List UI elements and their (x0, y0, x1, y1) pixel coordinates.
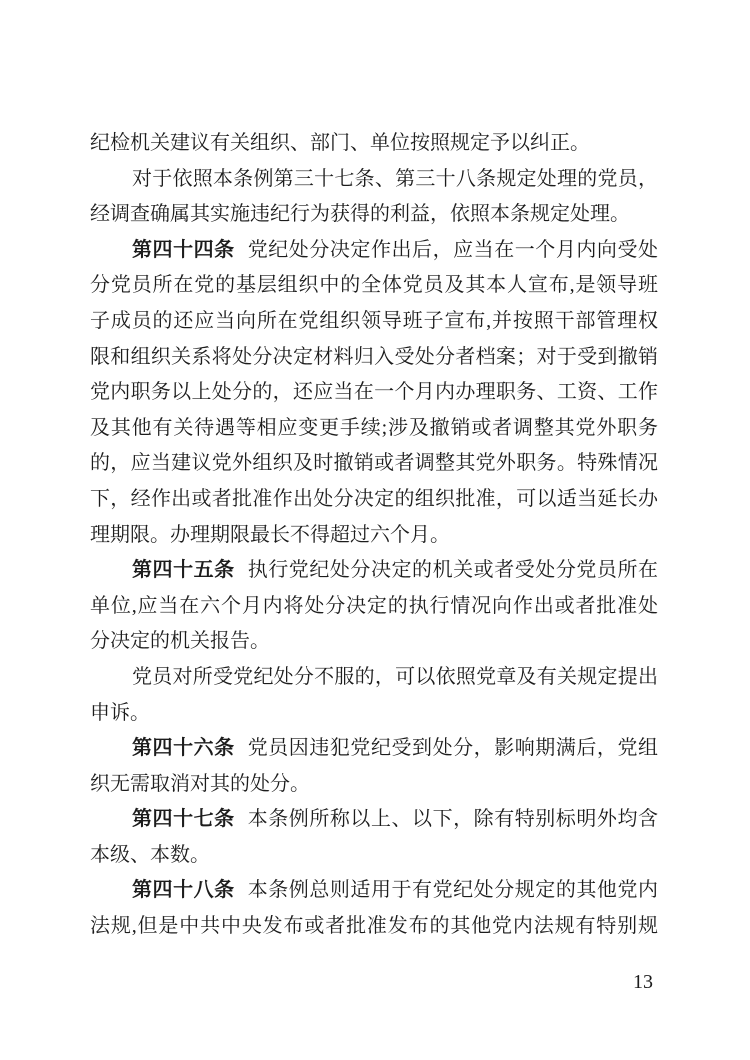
text-line (90, 660, 658, 696)
line-text: 分党员所在党的基层组织中的全体党员及其本人宣布,是领导班 (90, 274, 658, 297)
line-text: 党内职务以上处分的，还应当在一个月内办理职务、工资、工作 (90, 381, 658, 404)
text-line (90, 197, 658, 233)
text-line (90, 518, 658, 554)
line-text: 及其他有关待遇等相应变更手续;涉及撤销或者调整其党外职务 (90, 416, 658, 439)
line-text: 下，经作出或者批准作出处分决定的组织批准，可以适当延长办 (90, 487, 658, 510)
text-line (90, 731, 658, 767)
line-text: 党员对所受党纪处分不服的，可以依照党章及有关规定提出 (132, 665, 658, 688)
line-text: 申诉。 (90, 701, 150, 724)
text-line (90, 233, 658, 269)
line-text: 的，应当建议党外组织及时撤销或者调整其党外职务。特殊情况 (90, 452, 658, 475)
article-number: 第四十六条 (132, 737, 235, 760)
text-line (90, 411, 658, 447)
text-line (90, 838, 658, 874)
line-text: 党员因违犯党纪受到处分，影响期满后，党组 (247, 737, 659, 760)
line-text: 本条例所称以上、以下，除有特别标明外均含 (247, 808, 659, 831)
line-text: 子成员的还应当向所在党组织领导班子宣布,并按照干部管理权 (90, 309, 658, 332)
text-line (90, 304, 658, 340)
line-text: 分决定的机关报告。 (90, 630, 270, 653)
text-line (90, 589, 658, 625)
text-line (90, 340, 658, 376)
line-text: 纪检机关建议有关组织、部门、单位按照规定予以纠正。 (90, 132, 590, 154)
line-text: 党纪处分决定作出后，应当在一个月内向受处 (247, 238, 659, 261)
text-line (90, 126, 658, 162)
text-line (90, 446, 658, 482)
line-text: 对于依照本条例第三十七条、第三十八条规定处理的党员， (132, 167, 658, 190)
text-line (90, 802, 658, 838)
line-text: 执行党纪处分决定的机关或者受处分党员所在 (247, 559, 659, 582)
text-line (90, 268, 658, 304)
line-text: 限和组织关系将处分决定材料归入受处分者档案；对于受到撤销 (90, 345, 658, 368)
text-line (90, 553, 658, 589)
text-line (90, 873, 658, 909)
text-line (90, 696, 658, 732)
text-line (90, 767, 658, 803)
line-text: 织无需取消对其的处分。 (90, 772, 310, 795)
article-number: 第四十七条 (132, 808, 235, 831)
text-line (90, 624, 658, 660)
page-number: 13 (633, 971, 653, 993)
article-number: 第四十五条 (132, 559, 235, 582)
line-text: 本级、本数。 (90, 843, 210, 866)
line-text: 本条例总则适用于有党纪处分规定的其他党内 (247, 879, 659, 902)
article-number: 第四十四条 (132, 238, 235, 261)
line-text: 单位,应当在六个月内将处分决定的执行情况向作出或者批准处 (90, 594, 658, 617)
line-text: 经调查确属其实施违纪行为获得的利益，依照本条规定处理。 (90, 203, 630, 226)
line-text: 理期限。办理期限最长不得超过六个月。 (90, 523, 450, 546)
document-text-block (90, 126, 658, 945)
text-line (90, 482, 658, 518)
article-number: 第四十八条 (132, 879, 235, 902)
line-text: 法规,但是中共中央发布或者批准发布的其他党内法规有特别规 (90, 915, 658, 938)
text-line (90, 909, 658, 945)
text-line (90, 162, 658, 198)
text-line (90, 375, 658, 411)
